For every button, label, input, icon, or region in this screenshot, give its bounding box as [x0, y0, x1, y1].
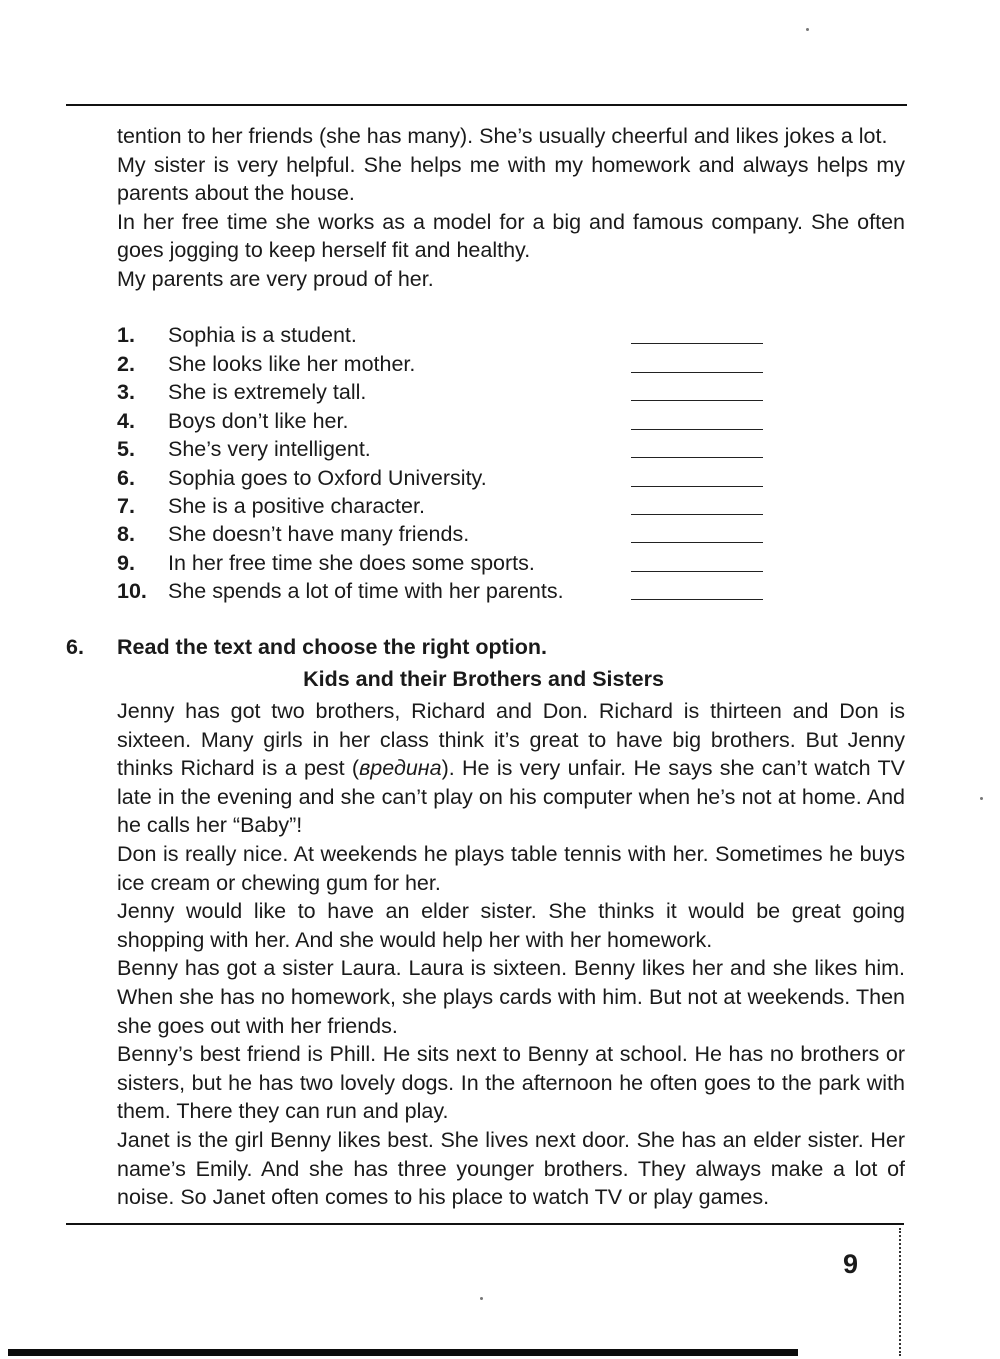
scan-speck — [480, 1297, 483, 1300]
top-rule — [66, 104, 907, 106]
statement-text: Sophia is a student. — [168, 323, 357, 347]
statement-number: 9. — [117, 551, 135, 575]
exercise-number: 6. — [66, 635, 84, 659]
statement-text: Boys don’t like her. — [168, 409, 349, 433]
statement-item — [117, 577, 767, 605]
statement-number: 7. — [117, 494, 135, 518]
statement-number: 6. — [117, 466, 135, 490]
statement-item — [117, 520, 767, 548]
reading-paragraph: Don is really nice. At weekends he plays table tennis with her. Sometimes he buys ice cream or chewing gum for her. — [117, 841, 905, 895]
statement-number: 3. — [117, 380, 135, 404]
answer-blank[interactable] — [631, 400, 763, 401]
reading-line: In her free time she works as a model for a big and famous company. She often goes jogging to keep herself fit and healthy. — [117, 209, 905, 263]
statement-item — [117, 549, 767, 577]
answer-blank[interactable] — [631, 571, 763, 572]
exercise-instruction: Read the text and choose the right option. — [117, 635, 548, 659]
answer-blank[interactable] — [631, 457, 763, 458]
translation-gloss: вредина — [359, 756, 442, 781]
statement-text: She is a positive character. — [168, 494, 425, 518]
statement-text: She doesn’t have many friends. — [168, 522, 470, 546]
reading-line: tention to her friends (she has many). She’s usually cheerful and likes jokes a lot. — [117, 124, 888, 148]
statement-text: She’s very intelligent. — [168, 437, 371, 461]
paragraph-text: Jenny has got two brothers, Richard and Don. Richard is thirteen and Don is sixteen. Many girls in her class think it’s great to have big brothers. But Jenny thinks Richard is a pest ( — [117, 699, 905, 781]
statement-item — [117, 464, 767, 492]
reading-paragraph: Benny’s best friend is Phill. He sits next to Benny at school. He has no brothers or sisters, but he has two lovely dogs. In the afternoon he often goes to the park with them. There they can run and play. — [117, 1042, 905, 1124]
statement-item — [117, 435, 767, 463]
reading-paragraph: Benny has got a sister Laura. Laura is sixteen. Benny likes her and she likes him. When she has no homework, she plays cards with him. But not at weekends. Then she goes out with her friends. — [117, 956, 905, 1038]
statement-text: She spends a lot of time with her parents. — [168, 579, 564, 603]
answer-blank[interactable] — [631, 486, 763, 487]
statement-text: In her free time she does some sports. — [168, 551, 535, 575]
statement-number: 4. — [117, 409, 135, 433]
statement-item — [117, 492, 767, 520]
statement-item — [117, 321, 767, 349]
statement-text: She is extremely tall. — [168, 380, 367, 404]
statement-item — [117, 350, 767, 378]
answer-blank[interactable] — [631, 514, 763, 515]
page-edge-dots — [899, 1228, 907, 1356]
scan-speck — [980, 797, 983, 800]
statement-number: 5. — [117, 437, 135, 461]
reading-paragraph: Jenny would like to have an elder sister. She thinks it would be great going shopping with her. And she would help her with her homework. — [117, 899, 905, 952]
paragraph-text: ). He is very unfair. He says she can’t watch TV late in the evening and she can’t play on his computer when he’s not at home. And he calls her “Baby”! — [117, 756, 905, 838]
reading-line: My parents are very proud of her. — [117, 266, 434, 291]
statement-number: 1. — [117, 323, 135, 347]
answer-blank[interactable] — [631, 343, 763, 344]
scan-speck — [806, 28, 809, 31]
answer-blank[interactable] — [631, 429, 763, 430]
reading-continued-text — [117, 122, 905, 294]
reading-paragraph — [117, 699, 905, 837]
reading-line: My sister is very helpful. She helps me with my homework and always helps my parents about the house. — [117, 152, 905, 206]
answer-blank[interactable] — [631, 542, 763, 543]
statement-number: 8. — [117, 522, 135, 546]
statement-number: 10. — [117, 579, 147, 603]
statement-item — [117, 407, 767, 435]
bottom-rule — [66, 1223, 904, 1225]
page-number: 9 — [843, 1249, 859, 1279]
reading-paragraph: Janet is the girl Benny likes best. She lives next door. She has an elder sister. Her name’s Emily. And she has three younger brothers. They always make a lot of noise. So Janet often comes to his place to watch TV or play games. — [117, 1127, 905, 1210]
answer-blank[interactable] — [631, 599, 763, 600]
statement-item — [117, 378, 767, 406]
statement-text: She looks like her mother. — [168, 352, 416, 376]
reading-text — [117, 697, 905, 1212]
statement-number: 2. — [117, 352, 135, 376]
statement-text: Sophia goes to Oxford University. — [168, 466, 487, 490]
footer-bar — [8, 1349, 798, 1356]
reading-title: Kids and their Brothers and Sisters — [303, 667, 664, 691]
answer-blank[interactable] — [631, 372, 763, 373]
